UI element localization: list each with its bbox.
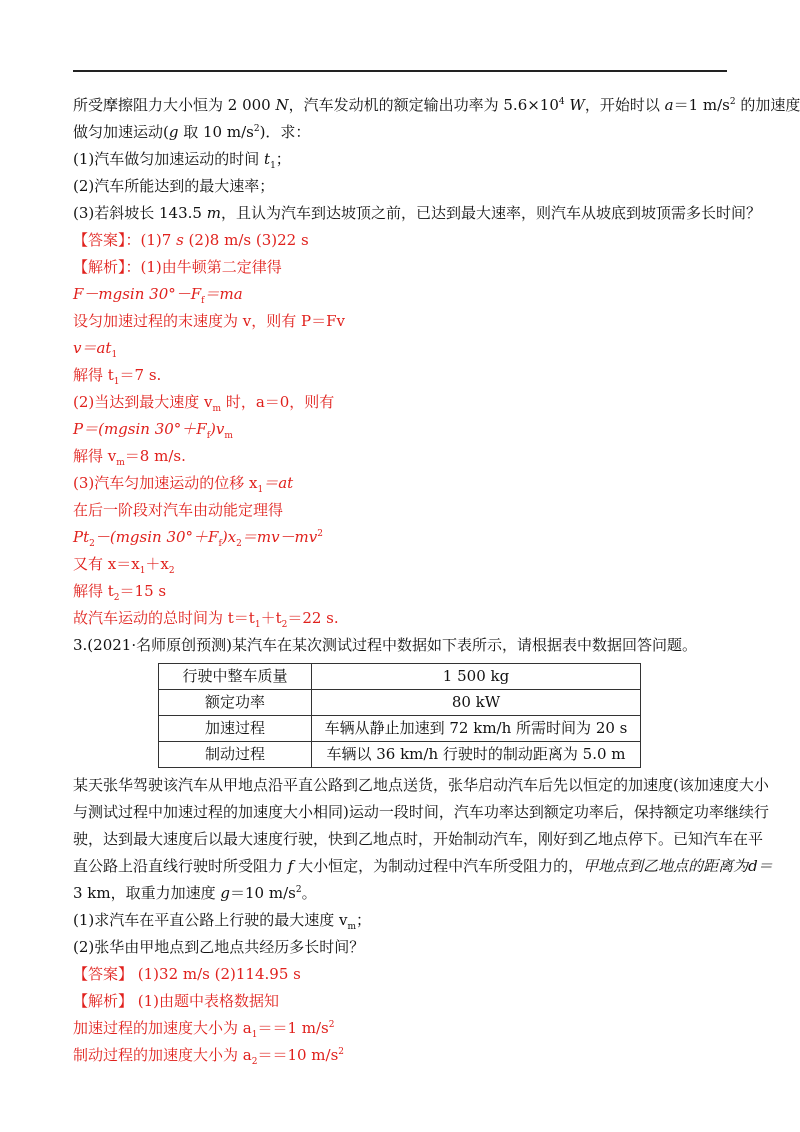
p2-set-v: 设匀加速过程的末速度为 v，则有 P＝Fv — [73, 312, 345, 330]
p3-accel: 加速过程的加速度大小为 $a_1==1$ $m/s^2$ — [73, 1019, 335, 1040]
p3-heading: 3.(2021·名师原创预测)某汽车在某次测试过程中数据如下表所示，请根据表中数据回答问题。 — [73, 636, 697, 654]
p2-analysis-intro: 【解析】：(1)由牛顿第二定律得 — [73, 258, 282, 276]
table-cell: 加速过程 — [159, 716, 312, 742]
p2-eq-v: $v=at_1$ — [73, 339, 118, 360]
table-cell: 车辆从静止加速到 72 km/h 所需时间为 20 s — [312, 716, 641, 742]
p3-para-line1: 某天张华驾驶该汽车从甲地点沿平直公路到乙地点送货，张华启动汽车后先以恒定的加速度(该加速度大小 — [73, 776, 769, 794]
p2-solve-t1: 解得 $t_1=7$ s. — [73, 366, 162, 387]
p2-eq-x: 又有 $x=x_1+x_2$ — [73, 555, 175, 576]
p2-energy-theorem: 在后一阶段对汽车由动能定理得 — [73, 501, 284, 519]
table-cell: 80 kW — [312, 690, 641, 716]
p2-answer: 【答案】：(1)7 s (2)8 m/s (3)22 s — [73, 231, 309, 249]
p3-answer: 【答案】 (1)32 m/s (2)114.95 s — [73, 965, 301, 983]
table-row — [159, 716, 641, 742]
p2-part3: (3)汽车匀加速运动的位移 $x_1=at$ — [73, 474, 294, 495]
table-row — [159, 690, 641, 716]
p2-total-time: 故汽车运动的总时间为 $t=t_1+t_2=22$ s. — [73, 609, 339, 630]
header-rule — [73, 70, 727, 72]
table-cell: 额定功率 — [159, 690, 312, 716]
p3-para-line2: 与测试过程中加速过程的加速度大小相同)运动一段时间，汽车功率达到额定功率后，保持额定功率继续行 — [73, 803, 769, 821]
p2-question-1: (1)汽车做匀加速运动的时间 $t_1$； — [73, 150, 291, 171]
p2-eq-newton: F－mgsin $30^\circ-F_f=ma$ — [73, 285, 243, 306]
p2-part2: (2)当达到最大速度 $v_m$ 时，a＝0，则有 — [73, 393, 335, 414]
p3-question-1: (1)求汽车在平直公路上行驶的最大速度 $v_m$； — [73, 911, 372, 932]
p2-eq-power: P＝(mgsin $30^\circ+F_f)v_m$ — [73, 420, 233, 441]
table-cell: 车辆以 36 km/h 行驶时的制动距离为 5.0 m — [312, 742, 641, 768]
p3-para-line5: 3 km，取重力加速度 g＝10 $m/s^2$。 — [73, 884, 317, 902]
table-cell: 1 500 kg — [312, 664, 641, 690]
p2-eq-energy: $Pt_2-(mgsin$ $30^\circ+F_f)x_2=mv-mv^2$ — [73, 528, 323, 549]
table-cell: 行驶中整车质量 — [159, 664, 312, 690]
p3-analysis-intro: 【解析】 (1)由题中表格数据知 — [73, 992, 280, 1010]
p2-solve-t2: 解得 $t_2=15$ s — [73, 582, 167, 603]
p3-data-table — [158, 663, 641, 768]
p2-intro-line2: 做匀加速运动(g 取 10 $m/s^2$)．求： — [73, 123, 311, 141]
table-cell: 制动过程 — [159, 742, 312, 768]
p2-question-3: (3)若斜坡长 143.5 m，且认为汽车到达坡顶之前，已达到最大速率，则汽车从坡底到坡顶需多长时间？ — [73, 204, 761, 222]
document-body — [73, 92, 800, 1069]
p3-question-2: (2)张华由甲地点到乙地点共经历多长时间？ — [73, 938, 365, 956]
p2-question-2: (2)汽车所能达到的最大速率； — [73, 177, 275, 195]
p3-para-line3: 驶，达到最大速度后以最大速度行驶，快到乙地点时，开始制动汽车，刚好到乙地点停下。已知汽车在平 — [73, 830, 764, 848]
p3-brake: 制动过程的加速度大小为 $a_2==10$ $m/s^2$ — [73, 1046, 345, 1067]
p3-para-line4: 直公路上沿直线行驶时所受阻力 f 大小恒定，为制动过程中汽车所受阻力的，甲地点到乙地点的距离为d＝ — [73, 857, 773, 875]
p2-intro-line1: 所受摩擦阻力大小恒为 2 000 N，汽车发动机的额定输出功率为 $5.6\times 10^4$ W，开始时以 a＝1 $m/s^2$ 的加速度 — [73, 96, 800, 114]
table-row — [159, 664, 641, 690]
p2-solve-vm: 解得 $v_m=8$ m/s. — [73, 447, 186, 468]
table-row — [159, 742, 641, 768]
